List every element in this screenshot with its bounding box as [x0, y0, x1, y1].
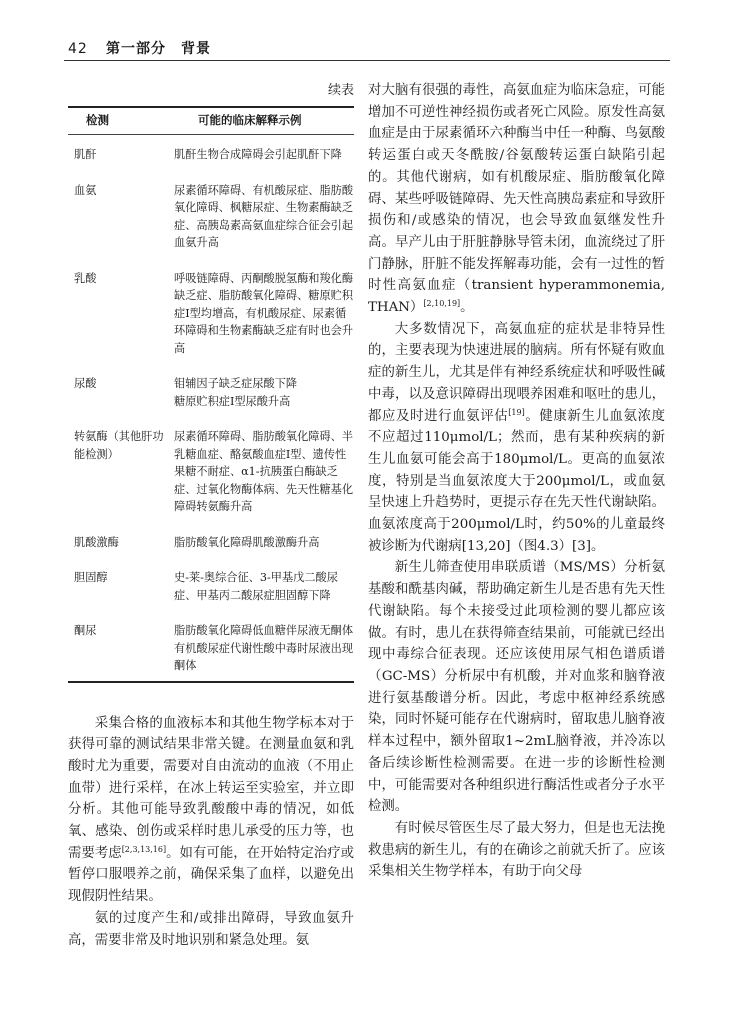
test-name-cell: 尿酸: [74, 377, 97, 390]
section-title: 第一部分 背景: [106, 41, 211, 57]
interpretation-line: 史-莱-奥综合征、3-甲基戊二酸尿症、甲基丙二酸尿症胆固醇下降: [174, 571, 338, 602]
test-name-cell: 肌酐: [74, 148, 97, 161]
paragraph: 新生儿筛查使用串联质谱（MS/MS）分析氨基酸和酰基肉碱，帮助确定新生儿是否患有先天性代谢缺陷。每个未接受过此项检测的婴儿都应该做。有时，患儿在获得筛查结果前，可能就已经出现中毒综合征表现。还应该使用尿气相色谱质谱（GC-MS）分析尿中有机酸，并对血浆和脑脊液进行氨基酸谱分析。因此，考虑中枢神经系统感染，同时怀疑可能存在代谢病时，留取患儿脑脊液样本过程中，额外留取1~2mL脑脊液，并冷冻以备后续诊断性检测需要。在进一步的诊断性检测中，可能需要对各种组织进行酶活性或者分子水平检测。: [368, 560, 665, 815]
interpretation-line: 脂肪酸氧化障碍肌酸激酶升高: [174, 535, 320, 549]
table-row: [68, 560, 354, 613]
table-caption: 续表: [327, 83, 354, 98]
interpretation-cell: [172, 525, 354, 561]
interpretation-line: 钼辅因子缺乏症尿酸下降: [174, 377, 298, 390]
interpretation-cell: [172, 173, 354, 261]
paragraph: 对大脑有很强的毒性，高氨血症为临床急症，可能增加不可逆性神经损伤或者死亡风险。原发性高氨血症是由于尿素循环六种酶当中任一种酶、鸟氨酸转运蛋白或天冬酰胺/谷氨酸转运蛋白缺陷引起的。其他代谢病，如有机酸尿症、脂肪酸氧化障碍、某些呼吸链障碍、先天性高胰岛素症和导致肝损伤和/或感染的情况，也会导致血氨继发性升高。早产儿由于肝脏静脉导管未闭，血流绕过了肝门静脉，肝脏不能发挥解毒功能，会有一过性的暂时性高氨血症（transient hyperammonemia, THAN）[2,10,19]。: [368, 83, 665, 316]
test-name-cell: 乳酸: [74, 271, 97, 285]
lab-test-table: [68, 106, 354, 683]
header-rule: [64, 60, 670, 61]
table-row: [68, 419, 354, 525]
test-name-cell: 转氨酶（其他肝功能检测）: [74, 430, 164, 461]
paragraph: 氨的过度产生和/或排出障碍，导致血氨升高，需要非常及时地识别和紧急处理。氨: [68, 910, 354, 948]
right-column: [368, 80, 665, 883]
table-row: [68, 366, 354, 419]
test-name-cell: 胆固醇: [74, 571, 108, 584]
table-row: [68, 613, 354, 682]
interpretation-line: 尿素循环障碍、脂肪酸氧化障碍、半乳糖血症、酪氨酸血症Ⅰ型、遗传性果糖不耐症、α1-抗胰蛋白酶缺乏症、过氧化物酶体病、先天性糖基化障碍转氨酶升高: [174, 430, 354, 513]
table-row: [68, 173, 354, 261]
paragraph: 采集合格的血液标本和其他生物学标本对于获得可靠的测试结果非常关键。在测量血氨和乳酸时尤为重要，需要对自由流动的血液（不用止血带）进行采样，在冰上转运至实验室，并立即分析。其他可能导致乳酸酸中毒的情况，如低氧、感染、创伤或采样时患儿承受的压力等，也需要考虑[2,3,13,16]。如有可能，在开始特定治疗或暂停口服喂养之前，确保采集了血样，以避免出现假阴性结果。: [68, 715, 355, 905]
interpretation-cell: [172, 261, 354, 367]
column-header-test: 检测: [68, 107, 172, 135]
left-text-block: [68, 713, 354, 952]
interpretation-line: 肌酐生物合成障碍会引起肌酐下降: [174, 148, 342, 161]
page-number: 42: [68, 41, 88, 57]
interpretation-line: 脂肪酸氧化障碍低血糖伴尿液无酮体: [174, 624, 354, 637]
table-row: [68, 261, 354, 367]
test-name-cell: 血氨: [74, 183, 97, 197]
interpretation-cell: [172, 613, 354, 682]
interpretation-cell: [172, 419, 354, 525]
test-name-cell: 肌酸激酶: [74, 535, 119, 549]
interpretation-cell: [172, 560, 354, 613]
column-header-interpretation: 可能的临床解释示例: [172, 107, 354, 135]
citation: [2,3,13,16]: [121, 844, 167, 854]
paragraph: 大多数情况下，高氨血症的症状是非特异性的，主要表现为快速进展的脑病。所有怀疑有败血症的新生儿，尤其是伴有神经系统症状和呼吸性碱中毒，以及意识障碍出现喂养困难和呕吐的患儿，都应及时进行血氨评估[19]。健康新生儿血氨浓度不应超过110μmol/L；然而，患有某种疾病的新生儿血氨可能会高于180μmol/L。更高的血氨浓度，特别是当血氨浓度大于200μmol/L，或血氨呈快速上升趋势时，更提示存在先天性代谢缺陷。血氨浓度高于200μmol/L时，约50%的儿童最终被诊断为代谢病[13,20]（图4.3）[3]。: [368, 321, 666, 554]
citation: [19]: [508, 407, 525, 417]
interpretation-cell: [172, 135, 354, 173]
table-body: [68, 135, 354, 682]
interpretation-line: 尿素循环障碍、有机酸尿症、脂肪酸氧化障碍、枫糖尿症、生物素酶缺乏症、高胰岛素高氨血症综合征会引起血氨升高: [174, 183, 354, 249]
interpretation-cell: [172, 366, 354, 419]
paragraph: 有时候尽管医生尽了最大努力，但是也无法挽救患病的新生儿，有的在确诊之前就夭折了。应该采集相关生物学样本，有助于向父母: [368, 820, 665, 880]
table-row: [68, 525, 354, 561]
citation: [2,10,19]: [423, 299, 461, 309]
test-name-cell: 酮尿: [68, 613, 172, 682]
interpretation-line: 呼吸链障碍、丙酮酸脱氢酶和羧化酶缺乏症、脂肪酸氧化障碍、糖原贮积症Ⅰ型均增高，有机酸尿症、尿素循环障碍和生物素酶缺乏症有时也会升高: [174, 271, 354, 355]
table-header-row: [68, 107, 354, 135]
interpretation-line: 糖原贮积症Ⅰ型尿酸升高: [174, 394, 291, 408]
table-row: [68, 135, 354, 173]
interpretation-line: 有机酸尿症代谢性酸中毒时尿液出现酮体: [174, 641, 354, 672]
left-column: [68, 80, 354, 951]
page-header: [68, 38, 668, 58]
